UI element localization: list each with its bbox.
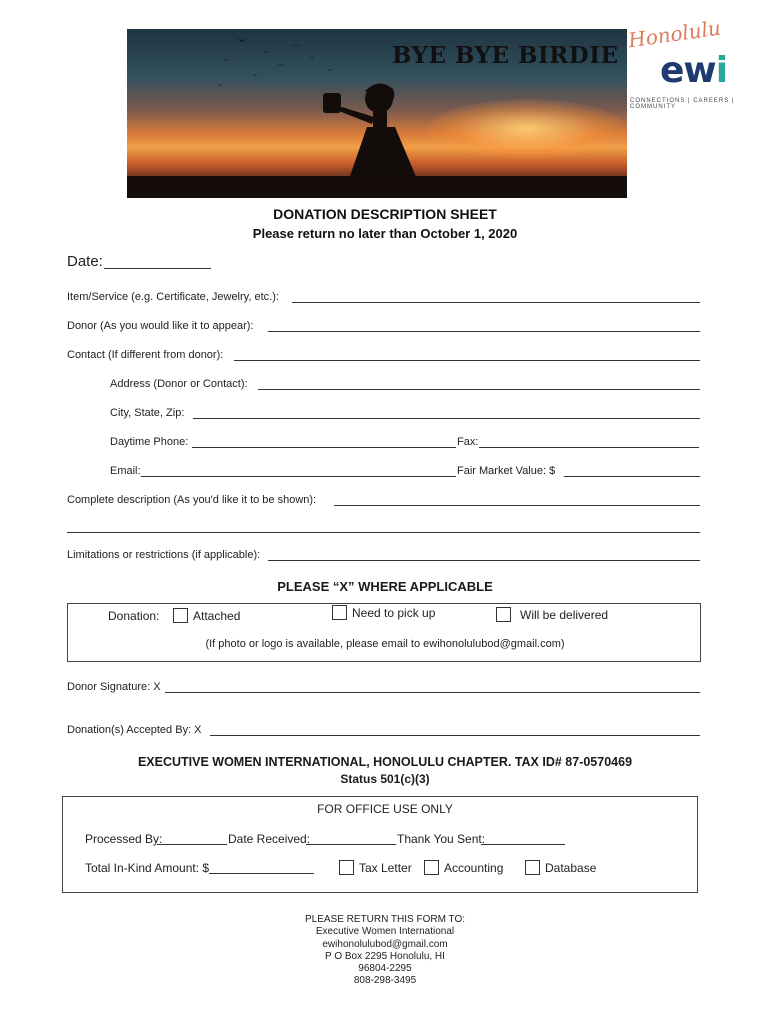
city-label: City, State, Zip:	[110, 407, 185, 419]
processed-label: Processed By:	[85, 832, 163, 846]
donor-label: Donor (As you would like it to appear):	[67, 320, 254, 332]
date-label: Date:	[67, 253, 103, 270]
email-label: Email:	[110, 465, 141, 477]
description-field[interactable]	[334, 505, 700, 506]
donor-signature-field[interactable]	[165, 692, 700, 693]
received-label: Date Received:	[228, 832, 311, 846]
pickup-label: Need to pick up	[352, 606, 436, 620]
address-label: Address (Donor or Contact):	[110, 378, 248, 390]
received-field[interactable]	[306, 844, 396, 845]
database-checkbox[interactable]	[525, 860, 540, 875]
return-heading: PLEASE RETURN THIS FORM TO:	[304, 914, 466, 925]
contact-label: Contact (If different from donor):	[67, 349, 224, 361]
accepted-by-label: Donation(s) Accepted By: X	[67, 724, 202, 736]
form-title: DONATION DESCRIPTION SHEET	[273, 206, 497, 222]
attached-label: Attached	[193, 609, 241, 623]
total-label: Total In-Kind Amount: $	[85, 861, 210, 875]
photo-note: (If photo or logo is available, please email to ewihonolulubod@gmail.com)	[205, 638, 565, 650]
database-label: Database	[545, 861, 597, 875]
accounting-checkbox[interactable]	[424, 860, 439, 875]
limitations-label: Limitations or restrictions (if applicable):	[67, 549, 261, 561]
description-field-line-2[interactable]	[67, 532, 700, 533]
city-field[interactable]	[193, 418, 700, 419]
return-zip: 96804-2295	[358, 963, 412, 975]
logo-city: Honolulu	[626, 15, 723, 53]
email-field[interactable]	[141, 476, 456, 477]
item-label: Item/Service (e.g. Certificate, Jewelry, etc.):	[67, 291, 279, 303]
org-line-2: Status 501(c)(3)	[340, 772, 430, 786]
phone-label: Daytime Phone:	[110, 436, 189, 448]
return-org: Executive Women International	[315, 926, 455, 938]
processed-field[interactable]	[157, 844, 227, 845]
thankyou-field[interactable]	[481, 844, 565, 845]
phone-field[interactable]	[192, 447, 456, 448]
delivered-label: Will be delivered	[520, 608, 609, 622]
date-field[interactable]	[104, 268, 211, 269]
donor-signature-label: Donor Signature: X	[67, 681, 161, 693]
contact-field[interactable]	[234, 360, 700, 361]
donor-field[interactable]	[268, 331, 700, 332]
office-heading: FOR OFFICE USE ONLY	[317, 802, 453, 816]
applicable-heading: PLEASE “X” WHERE APPLICABLE	[277, 579, 493, 594]
limitations-field[interactable]	[268, 560, 700, 561]
tax-letter-checkbox[interactable]	[339, 860, 354, 875]
item-field[interactable]	[292, 302, 700, 303]
fmv-label: Fair Market Value: $	[457, 465, 556, 477]
tax-letter-label: Tax Letter	[359, 861, 412, 875]
accepted-by-field[interactable]	[210, 735, 700, 736]
banner-title: BYE BYE BIRDIE	[392, 42, 619, 69]
ground-silhouette	[127, 176, 627, 198]
thankyou-label: Thank You Sent:	[397, 832, 486, 846]
fax-label: Fax:	[457, 436, 479, 448]
total-field[interactable]	[209, 873, 314, 874]
attached-checkbox[interactable]	[173, 608, 188, 623]
accounting-label: Accounting	[444, 861, 504, 875]
logo-tagline: CONNECTIONS | CAREERS | COMMUNITY	[630, 98, 735, 110]
fax-field[interactable]	[479, 447, 699, 448]
logo-brand: ewi	[660, 50, 728, 91]
donation-label: Donation:	[108, 609, 160, 623]
org-line-1: EXECUTIVE WOMEN INTERNATIONAL, HONOLULU CHAPTER. TAX ID# 87-0570469	[137, 755, 633, 769]
return-email: ewihonolulubod@gmail.com	[322, 938, 448, 950]
return-box: P O Box 2295 Honolulu, HI	[325, 950, 445, 962]
pickup-checkbox[interactable]	[332, 605, 347, 620]
address-field[interactable]	[258, 389, 700, 390]
description-label: Complete description (As you'd like it to be shown):	[67, 494, 317, 506]
form-subtitle: Please return no later than October 1, 2020	[252, 226, 518, 241]
fmv-field[interactable]	[564, 476, 700, 477]
return-phone: 808-298-3495	[353, 975, 417, 987]
delivered-checkbox[interactable]	[496, 607, 511, 622]
return-address	[0, 914, 770, 988]
